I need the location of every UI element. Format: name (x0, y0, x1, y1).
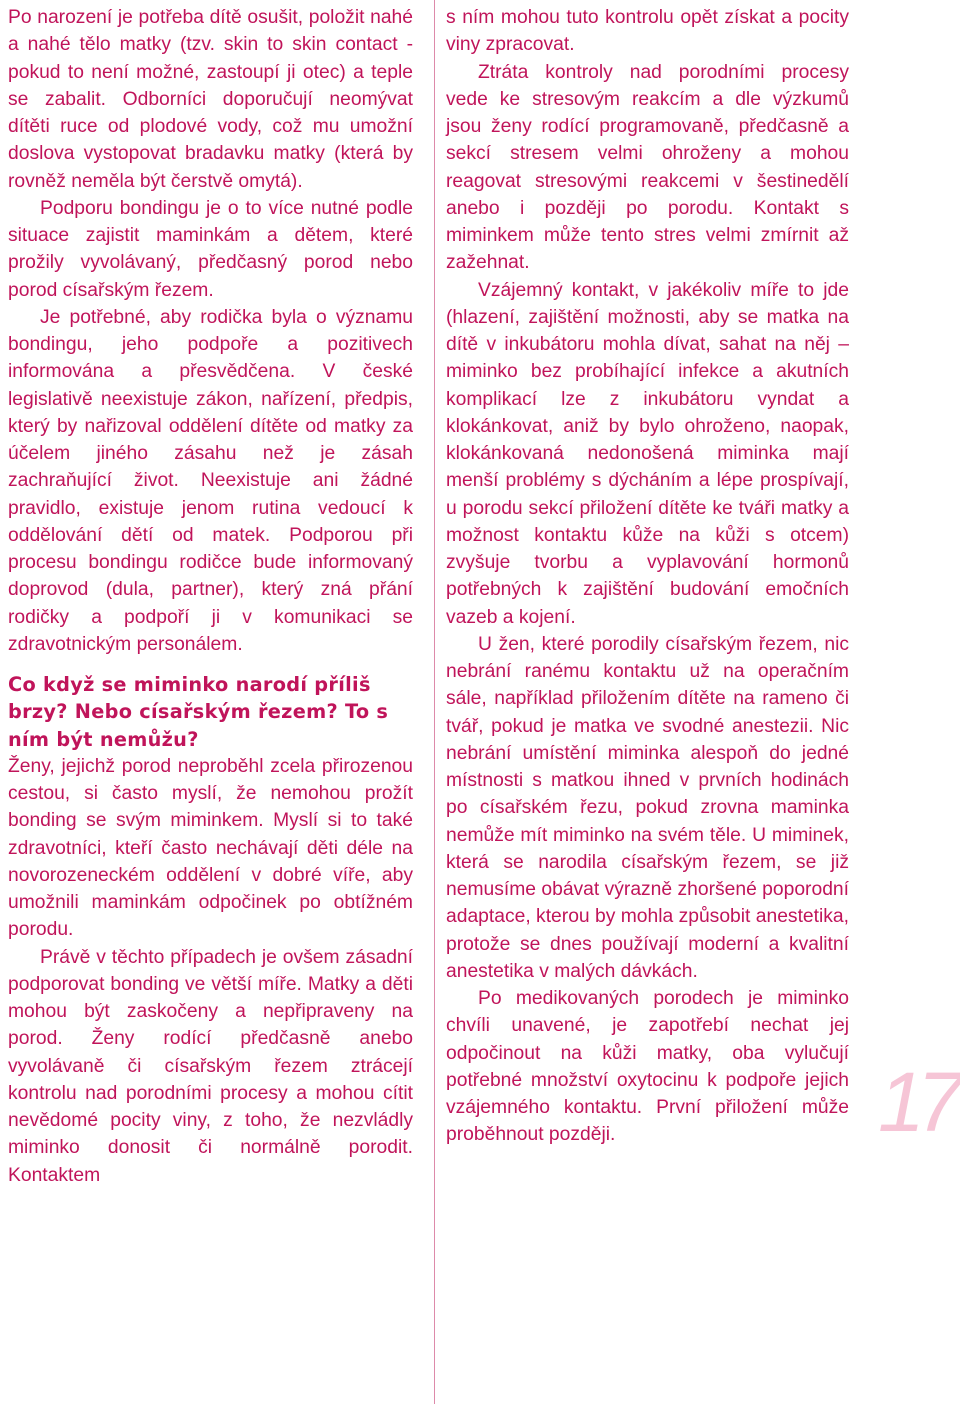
paragraph: Ztráta kontroly nad porodními procesy vede ke stresovým reakcím a dle výzkumů jsou ženy rodící programovaně, předčasně a sekcí stresem velmi ohroženy a mohou reagovat stresovými reakcemi v šestinedělí anebo i později po porodu. Kontakt s miminkem může tento stres velmi zmírnit až zažehnat. (446, 61, 849, 274)
section-heading: Co když se miminko narodí příliš brzy? Nebo císařským řezem? To s ním být nemůžu? (8, 673, 389, 751)
paragraph: U žen, které porodily císařským řezem, nic nebrání ranému kontaktu už na operačním sále, například přiložením dítěte na rameno či tvář, pokud je matka ve svodné anestezii. Nic nebrání umístění miminka alespoň do jedné místnosti s matkou ihned v prvních hodinách po císařském řezu, pokud zrovna maminka nemůže mít miminko na svém těle. U miminek, která se narodila císařským řezem, se již nemusíme obávat výrazně zhoršené poporodní adaptace, kterou by mohla způsobit anestetika, protože se dnes používají moderní a kvalitní anestetika v malých dávkách. (446, 633, 850, 982)
paragraph: Ženy, jejichž porod neproběhl zcela přirozenou cestou, si často myslí, že nemohou prožít bonding se svým miminkem. Myslí si to také zdravotníci, kteří často nechávají děti déle na novorozeneckém oddělení v dobré víře, aby umožnili maminkám odpočinek po obtížném porodu. (8, 755, 413, 941)
paragraph: Právě v těchto případech je ovšem zásadní podporovat bonding ve větší míře. Matky a děti mohou být zaskočeny a nepřipraveny na porod. Ženy rodící předčasně anebo vyvolávaně či císařským řezem ztrácejí kontrolu nad porodními procesy a mohou cítit nevědomé pocity viny, z toho, že nezvládly miminko donosit či normálně porodit. Kontaktem (8, 946, 413, 1186)
column-divider (434, 0, 435, 1404)
left-column (8, 4, 413, 1189)
right-column (446, 4, 849, 1149)
page-number: 17 (878, 1055, 956, 1149)
paragraph: Po medikovaných porodech je miminko chvíli unavené, je zapotřebí nechat jej odpočinout na kůži matky, oba vylučují potřebné množství oxytocinu k podpoře jejich vzájemného kontaktu. První přiložení může proběhnout později. (446, 988, 849, 1146)
paragraph: s ním mohou tuto kontrolu opět získat a pocity viny zpracovat. (446, 7, 849, 56)
paragraph: Je potřebné, aby rodička byla o významu bondingu, jeho podpoře a pozitivech informována a přesvědčena. V české legislativě neexistuje zákon, nařízení, předpis, který by nařizoval oddělení dítěte od matky za účelem jiného zásahu než je zásah zachraňující život. Neexistuje ani žádné pravidlo, existuje jenom rutina vedoucí k oddělování dětí od matek. Podporou při procesu bondingu rodičce bude informovaný doprovod (dula, partner), který zná přání rodičky a podpoří ji v komunikaci se zdravotnickým personálem. (8, 306, 413, 655)
paragraph: Podporu bondingu je o to více nutné podle situace zajistit maminkám a dětem, které prožily vyvolávaný, předčasný porod nebo porod císařským řezem. (8, 197, 413, 301)
paragraph: Po narození je potřeba dítě osušit, položit nahé a nahé tělo matky (tzv. skin to skin contact - pokud to není možné, zastoupí ji otec) a teple se zabalit. Odborníci doporučují neomývat dítěti ruce od plodové vody, což mu umožní doslova vystopovat bradavku matky (která by rovněž neměla být čerstvě omytá). (8, 7, 413, 192)
paragraph: Vzájemný kontakt, v jakékoliv míře to jde (hlazení, zajištění možnosti, aby se matka na dítě v inkubátoru mohla dívat, sahat na něj – miminko bez probíhající infekce a akutních komplikací lze z inkubátoru vyndat a klokánkovat, aniž by bylo ohroženo, naopak, klokánkovaná nedonošená miminka mají menší problémy s dýcháním a lépe prospívají, u porodu sekcí přiložení dítěte ke tváři matky a možnost kontaktu kůže na kůži s otcem) zvyšuje tvorbu a vyplavování hormonů potřebných k zajištění budování emočních vazeb a kojení. (446, 279, 849, 628)
